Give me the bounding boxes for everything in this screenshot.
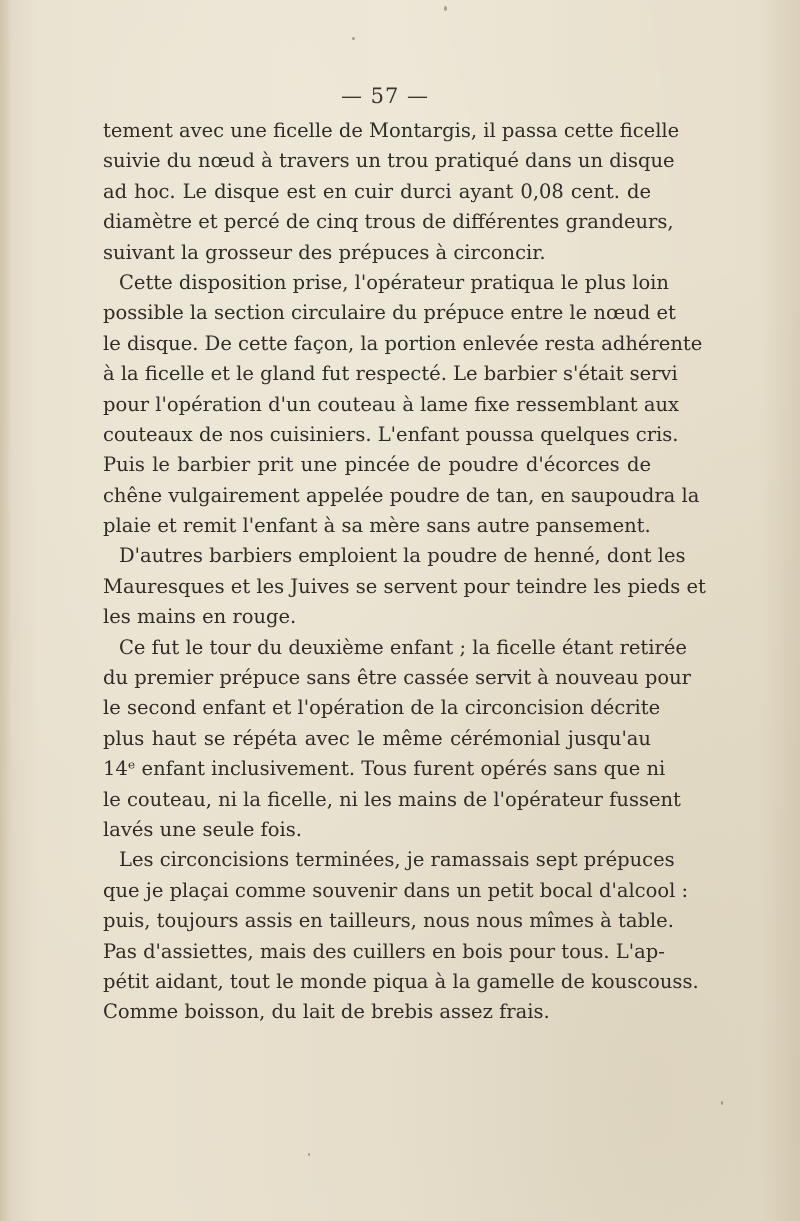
text-line: Puis le barbier prit une pincée de poudre d'écorces de — [103, 453, 651, 477]
text-line: Ce fut le tour du deuxième enfant ; la ficelle étant retirée — [119, 635, 687, 659]
text-line: diamètre et percé de cinq trous de différentes grandeurs, — [103, 210, 674, 234]
text-line: puis, toujours assis en tailleurs, nous nous mîmes à table. — [103, 909, 674, 933]
text-line: suivie du nœud à travers un trou pratiqué dans un disque — [103, 149, 675, 173]
text-line: possible la section circulaire du prépuce entre le nœud et — [103, 301, 676, 325]
text-line: à la ficelle et le gland fut respecté. Le barbier s'était servi — [103, 362, 678, 386]
text-line: plaie et remit l'enfant à sa mère sans autre pansement. — [103, 514, 651, 538]
text-line: tement avec une ficelle de Montargis, il passa cette ficelle — [103, 119, 680, 142]
text-line: suivant la grosseur des prépuces à circoncir. — [103, 240, 546, 264]
text-line: Cette disposition prise, l'opérateur pratiqua le plus loin — [119, 270, 669, 294]
text-line: Mauresques et les Juives se servent pour teindre les pieds et — [103, 574, 706, 598]
paper-speck — [444, 6, 447, 11]
text-line: du premier prépuce sans être cassée servit à nouveau pour — [103, 666, 691, 690]
text-line: plus haut se répéta avec le même cérémonial jusqu'au — [103, 726, 651, 750]
text-line: Comme boisson, du lait de brebis assez frais. — [103, 1000, 550, 1024]
body-text — [103, 116, 706, 1028]
text-line: Les circoncisions terminées, je ramassais sept prépuces — [119, 848, 675, 872]
text-line: les mains en rouge. — [103, 605, 297, 629]
paper-speck — [721, 1101, 723, 1105]
text-line: pétit aidant, tout le monde piqua à la gamelle de kouscouss. — [103, 969, 699, 993]
text-line: ad hoc. Le disque est en cuir durci ayant 0,08 cent. de — [103, 179, 651, 203]
paper-speck — [352, 37, 355, 40]
paper-speck — [308, 1153, 310, 1156]
text-line: lavés une seule fois. — [103, 817, 302, 841]
text-line: le second enfant et l'opération de la circoncision décrite — [103, 696, 661, 720]
page-edge-shadow — [0, 0, 12, 1221]
text-line: Pas d'assiettes, mais des cuillers en bois pour tous. L'ap- — [103, 939, 665, 963]
text-line: couteaux de nos cuisiniers. L'enfant poussa quelques cris. — [103, 422, 679, 446]
text-line: chêne vulgairement appelée poudre de tan, en saupoudra la — [103, 483, 700, 507]
text-line: 14ᵉ enfant inclusivement. Tous furent opérés sans que ni — [103, 757, 666, 781]
text-line: que je plaçai comme souvenir dans un petit bocal d'alcool : — [103, 878, 689, 902]
text-line: le couteau, ni la ficelle, ni les mains de l'opérateur fussent — [103, 787, 681, 811]
page-number: — 57 — — [340, 84, 430, 108]
text-line: D'autres barbiers emploient la poudre de henné, dont les — [119, 544, 686, 568]
text-line: pour l'opération d'un couteau à lame fixe ressemblant aux — [103, 392, 680, 416]
text-line: le disque. De cette façon, la portion enlevée resta adhérente — [103, 331, 703, 355]
